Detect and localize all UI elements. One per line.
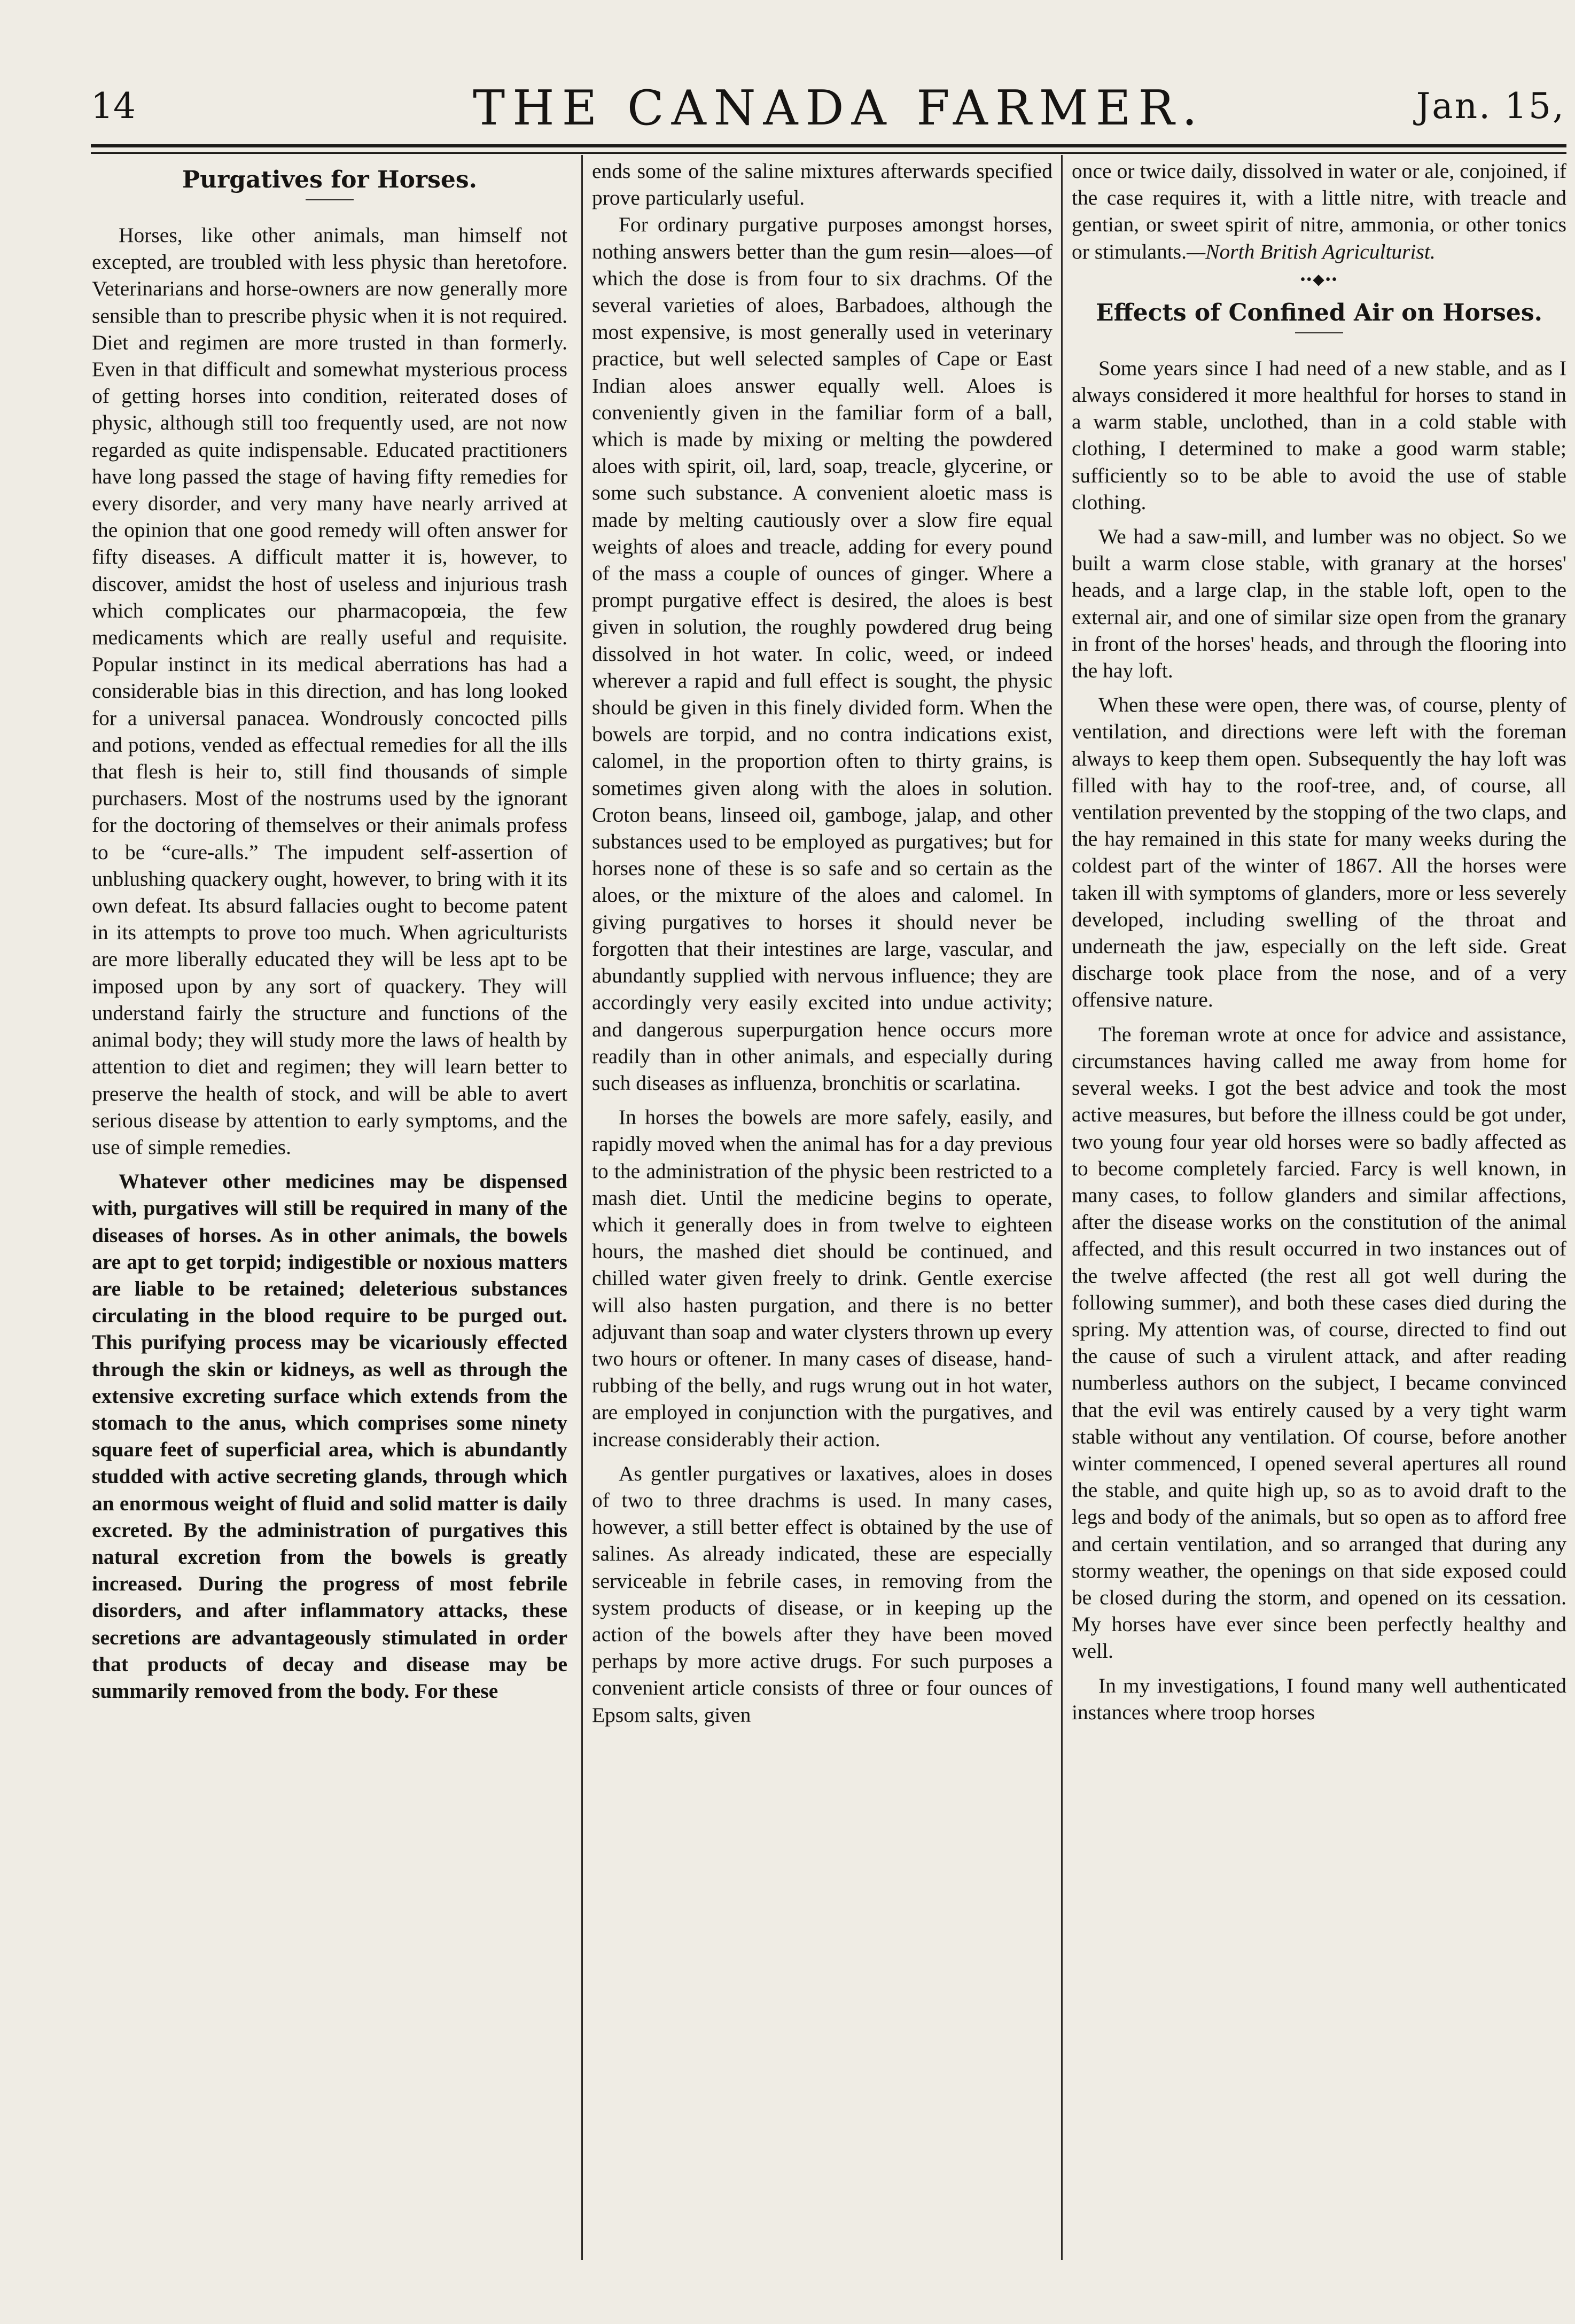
article-paragraph: The foreman wrote at once for advice and assistance, circumstances having called me away from home for several weeks. I got the best advice and took the most active measures, but before the illness could be got under, two young four year old horses were so badly affected as to become completely farcied. Farcy is well known, in many cases, to follow glanders and similar affections, after the disease works on the constitution of the animal affected, and this result occurred in two instances out of the twelve affected (the rest all got well during the following summer), and both these cases died during the spring. My attention was, of course, directed to find out the cause of such a virulent attack, and after reading numberless authors on the subject, I became convinced that the evil was entirely caused by a very tight warm stable without any ventilation. Of course, before another winter commenced, I opened several apertures all round the stable, and quite high up, so as to avoid draft to the legs and body of the animals, but so open as to afford free and certain ventilation, and so arranged that during any stormy weather, the openings on that side exposed could be closed during the storm, and opened on its cessation. My horses have ever since been perfectly healthy and well. [1072,1022,1566,1663]
article-paragraph: When these were open, there was, of course, plenty of ventilation, and directions were left with the foreman always to keep them open. Subsequently the hay loft was filled with hay to the roof-tree, and, of course, all ventilation prevented by the stopping of the two claps, and the hay remained in this state for many weeks during the coldest part of the winter of 1867. All the horses were taken ill with symptoms of glanders, more or less severely developed, including swelling of the throat and underneath the jaw, especially on the left side. Great discharge took place from the nose, and of a very offensive nature. [1072,693,1566,1012]
header-rule-thick [91,144,1566,147]
article-paragraph: For ordinary purgative purposes amongst horses, nothing answers better than the gum resin—aloes—of which the dose is from four to six drachms. Of the several varieties of aloes, Barbadoes, although the most expensive, is most generally used in veterinary practice, but well selected samples of Cape or East Indian aloes answer equally well. Aloes is conveniently given in the familiar form of a ball, which is made by mixing or melting the powdered aloes with spirit, oil, lard, soap, treacle, glycerine, or some such substance. A convenient aloetic mass is made by melting cautiously over a slow fire equal weights of aloes and treacle, adding for every pound of the mass a couple of ounces of ginger. Where a prompt purgative effect is desired, the aloes is best given in solution, the roughly powdered drug being dissolved in hot water. In colic, weed, or indeed wherever a rapid and full effect is sought, the physic should be given in this finely divided form. When the bowels are torpid, and no contra indications exist, calomel, in the proportion often to thirty grains, is sometimes given along with the aloes in solution. Croton beans, linseed oil, gamboge, jalap, and other substances used to be employed as purgatives; but for horses none of these is so safe and so certain as the aloes, or the mixture of the aloes and calomel. In giving purgatives to horses it should never be forgotten that their intestines are large, vascular, and abundantly supplied with nervous influence; they are accordingly very easily excited into undue activity; and dangerous superpurgation hence occurs more readily than in other animals, and especially during such diseases as influenza, bronchitis or scarlatina. [592,213,1052,1095]
heading-rule [1295,332,1343,333]
page-number: 14 [91,85,136,127]
article-paragraph: ends some of the saline mixtures afterwards specified prove particularly useful. [592,159,1052,210]
issue-date: Jan. 15, [1416,85,1565,127]
article-paragraph: As gentler purgatives or laxatives, aloes in doses of two to three drachms is used. In many cases, however, a still better effect is obtained by the use of salines. As already indicated, these are especially serviceable in febrile cases, in removing from the system products of disease, or in keeping up the action of the bowels after they have been moved perhaps by more active drugs. For such purposes a convenient article consists of three or four ounces of Epsom salts, given [592,1461,1052,1727]
article-heading: Effects of Confined Air on Horses. [1096,299,1542,326]
article-paragraph: Whatever other medicines may be dispensed with, purgatives will still be required in many of the diseases of horses. As in other animals, the bowels are apt to get torpid; indigestible or noxious matters are liable to be retained; deleterious substances circulating in the blood require to be purged out. This purifying process may be vicariously effected through the skin or kidneys, as well as through the extensive excreting surface which extends from the stomach to the anus, which comprises some ninety square feet of superficial area, which is abundantly studded with active secreting glands, through which an enormous weight of fluid and solid matter is daily excreted. By the administration of purgatives this natural excretion from the bowels is greatly increased. During the progress of most febrile disorders, and after inflammatory attacks, these secretions are advantageously stimulated in order that products of decay and disease may be summarily removed from the body. For these [92,1169,567,1703]
section-ornament: ••◆•• [1300,271,1338,288]
source-credit: —North British Agriculturist. [1187,239,1436,263]
article-paragraph: In horses the bowels are more safely, easily, and rapidly moved when the animal has for a day previous to the administration of the physic been restricted to a mash diet. Until the medicine begins to operate, which it generally does in from twelve to eighteen hours, the mashed diet should be continued, and chilled water given freely to drink. Gentle exercise will also hasten purgation, and there is no better adjuvant than soap and water clysters thrown up every two hours or oftener. In many cases of disease, hand-rubbing of the belly, and rugs wrung out in hot water, are employed in conjunction with the purgatives, and increase considerably their action. [592,1105,1052,1451]
masthead [91,80,1575,139]
column-3 [1072,158,1566,2257]
column-2 [592,158,1052,2257]
column-divider-2 [1061,155,1063,2260]
header-rule-thin [91,152,1566,154]
article-heading: Purgatives for Horses. [182,166,477,193]
article-paragraph: Some years since I had need of a new stable, and as I always considered it more healthful for horses to stand in a warm stable, unclothed, than in a cold stable with clothing, I determined to make a good warm stable; sufficiently so to be able to avoid the use of stable clothing. [1072,356,1566,514]
heading-rule [306,199,354,200]
article-paragraph: We had a saw-mill, and lumber was no object. So we built a warm close stable, with granary at the horses' heads, and a large clap, in the stable loft, open to the external air, and one of similar size open from the granary in front of the horses' heads, and through the flooring into the hay loft. [1072,525,1566,683]
column-divider-1 [581,155,583,2260]
article-paragraph: Horses, like other animals, man himself not excepted, are troubled with less physic than heretofore. Veterinarians and horse-owners are now generally more sensible than to prescribe physic when it is not required. Diet and regimen are more trusted in than formerly. Even in that difficult and somewhat mysterious process of getting horses into condition, reiterated doses of physic, although still too frequently used, are not now regarded as quite indispensable. Educated practitioners have long passed the stage of having fifty remedies for every disorder, and very many have nearly arrived at the opinion that one good remedy will often answer for fifty diseases. A difficult matter it is, however, to discover, amidst the host of useless and injurious trash which complicates our pharmacopœia, the few medicaments which are really useful and requisite. Popular instinct in its medical aberrations has had a considerable bias in this direction, and has long looked for a universal panacea. Wondrously concocted pills and potions, vended as effectual remedies for all the ills that flesh is heir to, still find thousands of simple purchasers. Most of the nostrums used by the ignorant for the doctoring of themselves or their animals profess to be “cure-alls.” The impudent self-assertion of unblushing quackery ought, however, to bring with it its own defeat. Its absurd fallacies ought to become patent in its attempts to prove too much. When agriculturists are more liberally educated they will be less apt to be imposed upon by any sort of quackery. They will understand fairly the structure and functions of the animal body; they will study more the laws of health by attention to diet and regimen; they will learn better to preserve the health of stock, and will be able to avert serious disease by attention to early symptoms, and the use of simple remedies. [92,223,567,1159]
column-1 [92,158,567,2257]
continued-text: once or twice daily, dissolved in water or ale, conjoined, if the case requires it, with a little nitre, with treacle and gentian, or sweet spirit of nitre, ammonia, or other tonics or stimulants. [1072,159,1566,263]
newspaper-title: THE CANADA FARMER. [473,80,1205,136]
article-paragraph: In my investigations, I found many well authenticated instances where troop horses [1072,1673,1566,1724]
article-paragraph [1072,158,1566,265]
